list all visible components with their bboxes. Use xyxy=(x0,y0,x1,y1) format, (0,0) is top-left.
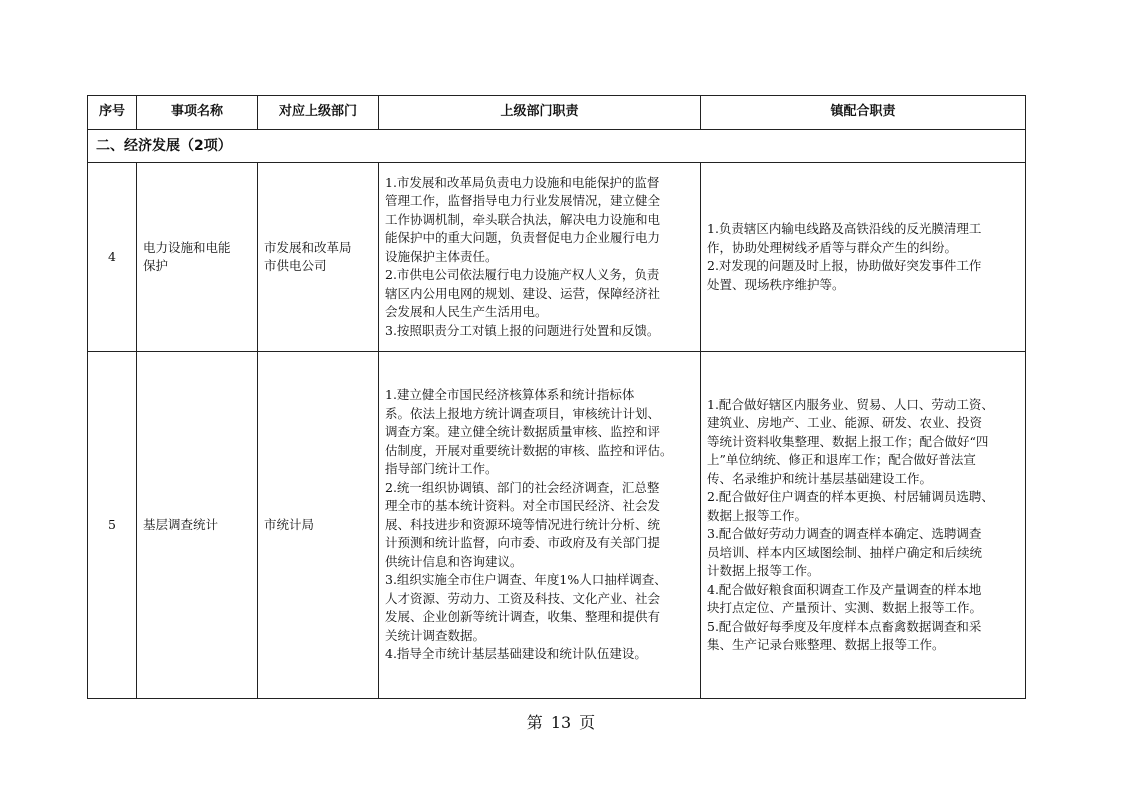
department-cell xyxy=(258,352,379,699)
item-name-line: 基层调查统计 xyxy=(143,516,219,532)
duty-line: 关统计调查数据。 xyxy=(385,627,486,643)
coop-line: 块打点定位、产量预计、实测、数据上报等工作。 xyxy=(707,600,983,615)
department-line: 市供电公司 xyxy=(264,258,327,273)
coop-line: 2.配合做好住户调查的样本更换、村居辅调员选聘、 xyxy=(707,489,994,504)
duty-line: 2.统一组织协调镇、部门的社会经济调查，汇总整 xyxy=(385,479,660,495)
duty-line: 2.市供电公司依法履行电力设施产权人义务，负责 xyxy=(385,267,660,283)
duty-line: 工作协调机制，牵头联合执法，解决电力设施和电 xyxy=(385,211,661,227)
coop-line: 1.配合做好辖区内服务业、贸易、人口、劳动工资、 xyxy=(707,396,994,412)
coop-line: 2.对发现的问题及时上报，协助做好突发事件工作 xyxy=(707,258,982,273)
table-header-row xyxy=(88,96,1026,130)
duty-line: 发展、企业创新等统计调查，收集、整理和提供有 xyxy=(385,609,661,625)
coop-line: 1.负责辖区内输电线路及高铁沿线的反光膜清理工 xyxy=(707,221,982,236)
duty-line: 4.指导全市统计基层基础建设和统计队伍建设。 xyxy=(385,646,647,662)
coop-line: 4.配合做好粮食面积调查工作及产量调查的样本地 xyxy=(707,581,982,597)
coop-line: 上”单位纳统、修正和退库工作；配合做好普法宣 xyxy=(707,452,976,467)
coop-line: 处置、现场秩序维护等。 xyxy=(707,276,845,292)
section-title: 二、经济发展（2项） xyxy=(88,130,1026,163)
coop-line: 员培训、样本内区域图绘制、抽样户确定和后续统 xyxy=(707,544,983,560)
superior-duties-cell xyxy=(379,163,701,352)
duty-line: 计预测和统计监督，向市委、市政府及有关部门提 xyxy=(385,535,661,551)
duty-line: 会发展和人民生产生活用电。 xyxy=(385,304,548,320)
duty-line: 3.组织实施全市住户调查、年度1%人口抽样调查、 xyxy=(385,572,667,588)
header-superior-duties: 上级部门职责 xyxy=(379,96,701,130)
coop-line: 等统计资料收集整理、数据上报工作；配合做好“四 xyxy=(707,433,989,449)
duty-line: 3.按照职责分工对镇上报的问题进行处置和反馈。 xyxy=(385,322,660,338)
duty-line: 能保护中的重大问题，负责督促电力企业履行电力 xyxy=(385,230,661,246)
coop-line: 传、名录维护和统计基层基础建设工作。 xyxy=(707,470,933,486)
duty-line: 供统计信息和咨询建议。 xyxy=(385,553,523,569)
duty-line: 系。依法上报地方统计调查项目，审核统计计划、 xyxy=(385,405,661,421)
duty-line: 展、科技进步和资源环境等情况进行统计分析、统 xyxy=(385,516,661,532)
town-duties-cell xyxy=(701,163,1026,352)
table-row xyxy=(88,163,1026,352)
item-name-line: 保护 xyxy=(143,258,169,273)
superior-duties-cell xyxy=(379,352,701,699)
item-name-line: 电力设施和电能 xyxy=(143,239,231,255)
coop-line: 计数据上报等工作。 xyxy=(707,563,820,578)
header-town-duties: 镇配合职责 xyxy=(701,96,1026,130)
coop-line: 3.配合做好劳动力调查的调查样本确定、选聘调查 xyxy=(707,526,982,541)
department-cell xyxy=(258,163,379,352)
duty-line: 设施保护主体责任。 xyxy=(385,248,498,264)
duty-line: 管理工作，监督指导电力行业发展情况，建立健全 xyxy=(385,193,661,209)
page-number-prefix: 第 xyxy=(526,713,543,732)
page-footer xyxy=(0,710,1122,733)
coop-line: 数据上报等工作。 xyxy=(707,507,808,523)
duty-line: 人才资源、劳动力、工资及科技、文化产业、社会 xyxy=(385,590,661,606)
duty-line: 1.市发展和改革局负责电力设施和电能保护的监督 xyxy=(385,174,660,190)
table-row xyxy=(88,352,1026,699)
duty-line: 调查方案。建立健全统计数据质量审核、监控和评 xyxy=(385,424,661,440)
row-number: 5 xyxy=(88,352,137,699)
item-name-cell xyxy=(137,163,258,352)
page-number: 13 xyxy=(550,713,572,732)
duty-line: 理全市的基本统计资料。对全市国民经济、社会发 xyxy=(385,498,661,514)
header-serial-number: 序号 xyxy=(88,96,137,130)
item-name-cell xyxy=(137,352,258,699)
duty-line: 指导部门统计工作。 xyxy=(385,461,498,477)
duty-line: 辖区内公用电网的规划、建设、运营，保障经济社 xyxy=(385,285,661,301)
section-row xyxy=(88,130,1026,163)
duty-line: 1.建立健全市国民经济核算体系和统计指标体 xyxy=(385,387,635,403)
responsibility-table xyxy=(87,95,1026,699)
department-line: 市统计局 xyxy=(264,516,315,532)
coop-line: 5.配合做好每季度及年度样本点畜禽数据调查和采 xyxy=(707,618,982,634)
header-superior-department: 对应上级部门 xyxy=(258,96,379,130)
header-item-name: 事项名称 xyxy=(137,96,258,130)
department-line: 市发展和改革局 xyxy=(264,239,352,255)
coop-line: 建筑业、房地产、工业、能源、研发、农业、投资 xyxy=(707,415,983,430)
town-duties-cell xyxy=(701,352,1026,699)
duty-line: 估制度，开展对重要统计数据的审核、监控和评估。 xyxy=(385,442,673,458)
coop-line: 作，协助处理树线矛盾等与群众产生的纠纷。 xyxy=(707,239,958,255)
row-number: 4 xyxy=(88,163,137,352)
coop-line: 集、生产记录台账整理、数据上报等工作。 xyxy=(707,637,945,652)
page-number-suffix: 页 xyxy=(579,713,596,732)
